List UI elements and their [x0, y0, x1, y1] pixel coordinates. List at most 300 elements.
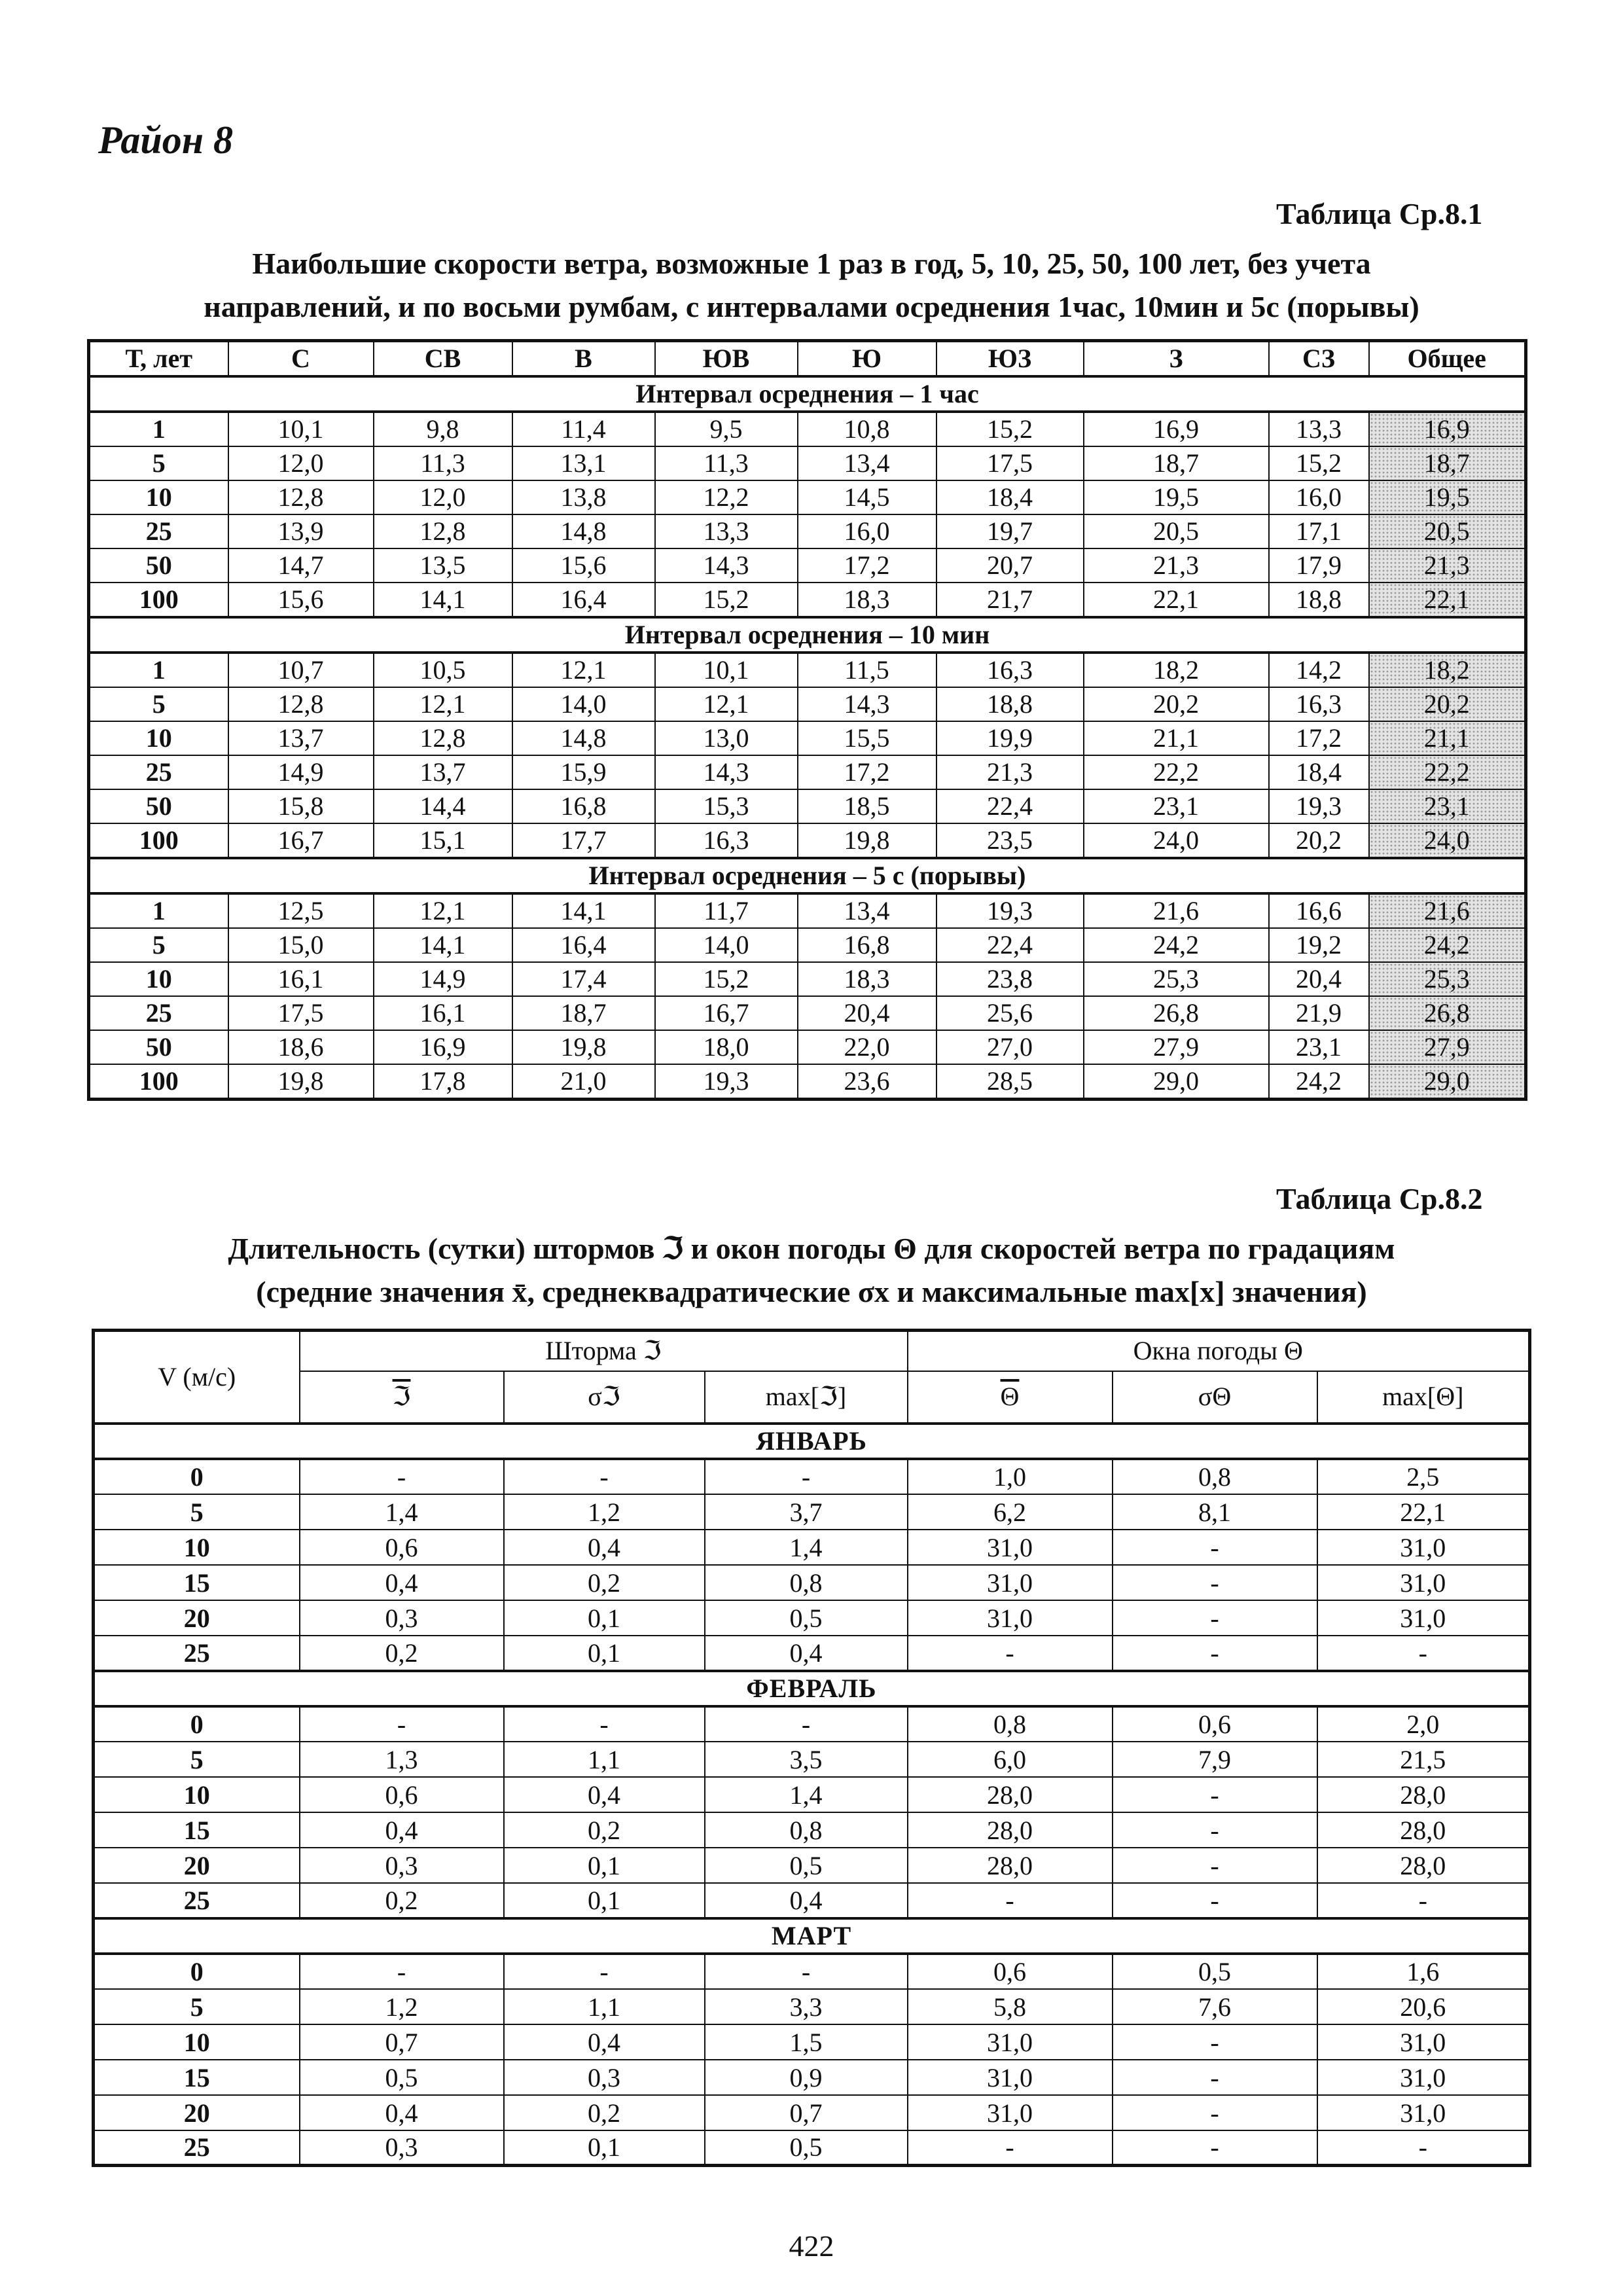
wind-speed-cell: 16,6 — [1269, 893, 1369, 928]
duration-value-cell: 0,4 — [705, 1636, 908, 1671]
wind-speed-cell: 12,1 — [374, 893, 512, 928]
duration-value-cell: 0,6 — [300, 1530, 504, 1565]
duration-value-cell: 6,0 — [908, 1742, 1113, 1777]
wind-speed-cell: 17,5 — [228, 996, 374, 1030]
duration-value-cell: 0,6 — [908, 1954, 1113, 1989]
wind-speed-cell: 25,3 — [1084, 962, 1269, 996]
overall-value-cell: 16,9 — [1369, 412, 1526, 446]
wind-speed-cell: 11,4 — [512, 412, 655, 446]
wind-speed-cell: 17,2 — [1269, 721, 1369, 755]
wind-speed-cell: 14,5 — [798, 480, 936, 514]
return-period-cell: 5 — [89, 928, 228, 962]
duration-value-cell: 1,2 — [300, 1989, 504, 2024]
table-row — [94, 1565, 1530, 1600]
wind-speed-cell: 12,8 — [374, 514, 512, 548]
duration-value-cell: 0,2 — [504, 1812, 705, 1848]
header-storms: Шторма ℑ — [300, 1331, 908, 1371]
return-period-cell: 10 — [89, 721, 228, 755]
duration-value-cell: 1,4 — [300, 1494, 504, 1530]
wind-speed-cell: 19,8 — [798, 823, 936, 858]
return-period-cell: 5 — [89, 687, 228, 721]
table-row — [89, 446, 1526, 480]
wind-speed-cell: 15,6 — [228, 583, 374, 617]
duration-value-cell: - — [1113, 2060, 1317, 2095]
wind-speed-cell: 18,4 — [936, 480, 1084, 514]
overall-value-cell: 25,3 — [1369, 962, 1526, 996]
wind-speed-cell: 20,4 — [1269, 962, 1369, 996]
wind-speed-cell: 23,1 — [1084, 789, 1269, 823]
wind-speed-cell: 17,8 — [374, 1064, 512, 1100]
wind-speed-cell: 20,5 — [1084, 514, 1269, 548]
table2-id: Таблица Ср.8.2 — [1276, 1182, 1483, 1215]
wind-speed-cell: 10,7 — [228, 653, 374, 687]
wind-speed-grade-cell: 20 — [94, 2095, 300, 2130]
wind-speed-cell: 14,2 — [1269, 653, 1369, 687]
duration-value-cell: 21,5 — [1317, 1742, 1530, 1777]
wind-speed-cell: 17,7 — [512, 823, 655, 858]
wind-speed-cell: 18,3 — [798, 962, 936, 996]
table-row — [94, 1812, 1530, 1848]
return-period-cell: 1 — [89, 412, 228, 446]
interval-label: Интервал осреднения – 10 мин — [89, 617, 1526, 653]
duration-value-cell: 1,0 — [908, 1459, 1113, 1494]
duration-value-cell: 2,0 — [1317, 1706, 1530, 1742]
duration-value-cell: 1,4 — [705, 1777, 908, 1812]
duration-value-cell: - — [908, 2130, 1113, 2166]
wind-speed-cell: 22,2 — [1084, 755, 1269, 789]
table-row — [94, 1954, 1530, 1989]
duration-value-cell: 0,5 — [705, 2130, 908, 2166]
duration-value-cell: - — [1317, 2130, 1530, 2166]
wind-speed-cell: 12,1 — [374, 687, 512, 721]
wind-speed-cell: 22,4 — [936, 928, 1084, 962]
return-period-cell: 50 — [89, 548, 228, 583]
duration-value-cell: 28,0 — [1317, 1777, 1530, 1812]
wind-speed-cell: 16,4 — [512, 583, 655, 617]
wind-speed-cell: 18,5 — [798, 789, 936, 823]
duration-value-cell: - — [1113, 1883, 1317, 1918]
header-dir-nw: СЗ — [1269, 341, 1369, 377]
wind-speed-cell: 10,1 — [228, 412, 374, 446]
overall-value-cell: 19,5 — [1369, 480, 1526, 514]
month-row — [94, 1671, 1530, 1706]
duration-value-cell: 0,4 — [300, 1565, 504, 1600]
month-label: ФЕВРАЛЬ — [94, 1671, 1530, 1706]
wind-speed-cell: 23,1 — [1269, 1030, 1369, 1064]
wind-speed-grade-cell: 20 — [94, 1848, 300, 1883]
wind-speed-cell: 19,8 — [228, 1064, 374, 1100]
wind-speed-grade-cell: 15 — [94, 1812, 300, 1848]
wind-speed-cell: 21,0 — [512, 1064, 655, 1100]
wind-speed-grade-cell: 25 — [94, 2130, 300, 2166]
duration-value-cell: 0,1 — [504, 2130, 705, 2166]
table2-header-row-2 — [94, 1371, 1530, 1424]
wind-speed-grade-cell: 0 — [94, 1706, 300, 1742]
wind-speed-cell: 9,8 — [374, 412, 512, 446]
table-row — [89, 755, 1526, 789]
storm-mean-symbol: ℑ — [392, 1382, 411, 1411]
return-period-cell: 1 — [89, 893, 228, 928]
wind-speed-grade-cell: 10 — [94, 2024, 300, 2060]
duration-value-cell: - — [504, 1954, 705, 1989]
duration-value-cell: 0,1 — [504, 1600, 705, 1636]
interval-group-row — [89, 376, 1526, 412]
header-window-sigma: σΘ — [1113, 1371, 1317, 1424]
duration-value-cell: 31,0 — [908, 2095, 1113, 2130]
wind-speed-cell: 24,0 — [1084, 823, 1269, 858]
duration-value-cell: 31,0 — [1317, 1530, 1530, 1565]
return-period-cell: 100 — [89, 823, 228, 858]
wind-speed-cell: 29,0 — [1084, 1064, 1269, 1100]
duration-value-cell: 0,2 — [300, 1636, 504, 1671]
wind-speed-grade-cell: 5 — [94, 1742, 300, 1777]
header-dir-e: В — [512, 341, 655, 377]
duration-value-cell: - — [1113, 1565, 1317, 1600]
wind-speed-cell: 19,2 — [1269, 928, 1369, 962]
wind-speed-cell: 9,5 — [655, 412, 798, 446]
table-row — [89, 928, 1526, 962]
table2-caption-line1: Длительность (сутки) штормов ℑ и окон погоды Θ для скоростей ветра по градациям — [228, 1232, 1395, 1265]
duration-value-cell: 7,9 — [1113, 1742, 1317, 1777]
wind-speed-cell: 14,0 — [512, 687, 655, 721]
wind-speed-cell: 16,3 — [655, 823, 798, 858]
wind-speed-cell: 16,0 — [798, 514, 936, 548]
duration-value-cell: 31,0 — [1317, 2095, 1530, 2130]
duration-value-cell: 31,0 — [908, 1530, 1113, 1565]
duration-value-cell: 31,0 — [1317, 1565, 1530, 1600]
header-dir-sw: ЮЗ — [936, 341, 1084, 377]
duration-value-cell: 0,2 — [300, 1883, 504, 1918]
overall-value-cell: 21,1 — [1369, 721, 1526, 755]
wind-speed-cell: 11,3 — [374, 446, 512, 480]
table-row — [89, 789, 1526, 823]
duration-value-cell: 31,0 — [908, 1565, 1113, 1600]
wind-speed-cell: 16,9 — [1084, 412, 1269, 446]
return-period-cell: 100 — [89, 583, 228, 617]
wind-speed-cell: 17,1 — [1269, 514, 1369, 548]
duration-value-cell: 0,4 — [300, 1812, 504, 1848]
wind-speed-cell: 18,4 — [1269, 755, 1369, 789]
duration-value-cell: 1,4 — [705, 1530, 908, 1565]
duration-value-cell: 6,2 — [908, 1494, 1113, 1530]
duration-value-cell: 20,6 — [1317, 1989, 1530, 2024]
duration-value-cell: 0,3 — [300, 1848, 504, 1883]
wind-speed-grade-cell: 5 — [94, 1494, 300, 1530]
wind-speed-cell: 14,3 — [655, 755, 798, 789]
table2-body — [94, 1424, 1530, 2166]
wind-speed-grade-cell: 0 — [94, 1459, 300, 1494]
duration-value-cell: - — [1113, 1812, 1317, 1848]
wind-speed-cell: 22,0 — [798, 1030, 936, 1064]
interval-group-row — [89, 617, 1526, 653]
duration-value-cell: 3,7 — [705, 1494, 908, 1530]
wind-speed-grade-cell: 5 — [94, 1989, 300, 2024]
wind-speed-cell: 20,2 — [1269, 823, 1369, 858]
wind-speed-cell: 13,5 — [374, 548, 512, 583]
wind-speed-cell: 12,1 — [655, 687, 798, 721]
overall-value-cell: 22,1 — [1369, 583, 1526, 617]
table-row — [94, 1848, 1530, 1883]
table2-caption — [85, 1227, 1538, 1314]
duration-value-cell: 0,3 — [300, 2130, 504, 2166]
wind-speed-cell: 13,3 — [1269, 412, 1369, 446]
month-row — [94, 1424, 1530, 1459]
overall-value-cell: 21,3 — [1369, 548, 1526, 583]
wind-speed-cell: 15,5 — [798, 721, 936, 755]
wind-speed-cell: 12,8 — [228, 480, 374, 514]
wind-speed-cell: 15,9 — [512, 755, 655, 789]
table1-id: Таблица Ср.8.1 — [1276, 197, 1483, 230]
wind-speed-cell: 14,3 — [798, 687, 936, 721]
duration-value-cell: - — [1113, 2024, 1317, 2060]
duration-value-cell: 0,6 — [1113, 1706, 1317, 1742]
wind-speed-cell: 16,3 — [1269, 687, 1369, 721]
table-row — [94, 2024, 1530, 2060]
duration-value-cell: - — [1113, 1777, 1317, 1812]
wind-speed-grade-cell: 15 — [94, 1565, 300, 1600]
duration-value-cell: 1,1 — [504, 1742, 705, 1777]
wind-speed-cell: 19,8 — [512, 1030, 655, 1064]
duration-value-cell: 0,5 — [705, 1600, 908, 1636]
wind-speed-cell: 17,2 — [798, 548, 936, 583]
return-period-cell: 10 — [89, 480, 228, 514]
duration-value-cell: 1,6 — [1317, 1954, 1530, 1989]
return-period-cell: 100 — [89, 1064, 228, 1100]
overall-value-cell: 18,2 — [1369, 653, 1526, 687]
overall-value-cell: 23,1 — [1369, 789, 1526, 823]
duration-value-cell: 0,7 — [300, 2024, 504, 2060]
duration-value-cell: 3,5 — [705, 1742, 908, 1777]
wind-speed-cell: 17,4 — [512, 962, 655, 996]
wind-speed-grade-cell: 10 — [94, 1530, 300, 1565]
page-number: 422 — [789, 2229, 834, 2263]
duration-value-cell: 0,3 — [300, 1600, 504, 1636]
overall-value-cell: 27,9 — [1369, 1030, 1526, 1064]
duration-value-cell: 0,2 — [504, 2095, 705, 2130]
duration-value-cell: 0,4 — [504, 1530, 705, 1565]
duration-value-cell: - — [1317, 1883, 1530, 1918]
duration-value-cell: - — [300, 1706, 504, 1742]
header-dir-w: З — [1084, 341, 1269, 377]
wind-speed-cell: 21,7 — [936, 583, 1084, 617]
header-storm-max: max[ℑ] — [705, 1371, 908, 1424]
wind-speed-cell: 16,7 — [655, 996, 798, 1030]
duration-value-cell: 1,1 — [504, 1989, 705, 2024]
return-period-cell: 50 — [89, 789, 228, 823]
duration-value-cell: - — [705, 1706, 908, 1742]
wind-speed-cell: 14,8 — [512, 514, 655, 548]
wind-speed-cell: 13,7 — [228, 721, 374, 755]
duration-value-cell: 8,1 — [1113, 1494, 1317, 1530]
table1-caption-line1: Наибольшие скорости ветра, возможные 1 раз в год, 5, 10, 25, 50, 100 лет, без учета — [252, 247, 1371, 280]
table-row — [94, 1989, 1530, 2024]
table-row — [94, 1636, 1530, 1671]
table-row — [94, 1459, 1530, 1494]
table1-body — [89, 376, 1526, 1100]
header-dir-s: Ю — [798, 341, 936, 377]
wind-speed-cell: 15,1 — [374, 823, 512, 858]
return-period-cell: 1 — [89, 653, 228, 687]
wind-speed-cell: 16,3 — [936, 653, 1084, 687]
overall-value-cell: 21,6 — [1369, 893, 1526, 928]
wind-speed-cell: 13,3 — [655, 514, 798, 548]
interval-group-row — [89, 858, 1526, 893]
wind-speed-cell: 25,6 — [936, 996, 1084, 1030]
wind-speed-cell: 10,1 — [655, 653, 798, 687]
table1-caption — [85, 242, 1538, 329]
wind-speed-cell: 19,9 — [936, 721, 1084, 755]
wind-speed-grade-cell: 10 — [94, 1777, 300, 1812]
wind-speed-cell: 13,4 — [798, 446, 936, 480]
table-row — [89, 1064, 1526, 1100]
table-row — [94, 2095, 1530, 2130]
duration-value-cell: - — [504, 1706, 705, 1742]
table-row — [89, 514, 1526, 548]
duration-value-cell: 1,2 — [504, 1494, 705, 1530]
wind-speed-grade-cell: 15 — [94, 2060, 300, 2095]
wind-speed-cell: 19,5 — [1084, 480, 1269, 514]
wind-speed-cell: 20,2 — [1084, 687, 1269, 721]
table-row — [89, 412, 1526, 446]
table-row — [89, 548, 1526, 583]
overall-value-cell: 20,5 — [1369, 514, 1526, 548]
duration-value-cell: 31,0 — [908, 1600, 1113, 1636]
wind-speed-cell: 10,8 — [798, 412, 936, 446]
duration-value-cell: - — [1113, 1848, 1317, 1883]
duration-value-cell: 0,8 — [908, 1706, 1113, 1742]
table-row — [94, 1777, 1530, 1812]
duration-value-cell: - — [1113, 1530, 1317, 1565]
overall-value-cell: 18,7 — [1369, 446, 1526, 480]
header-dir-n: С — [228, 341, 374, 377]
duration-value-cell: - — [1113, 2130, 1317, 2166]
duration-value-cell: 0,4 — [504, 2024, 705, 2060]
duration-value-cell: - — [1113, 1636, 1317, 1671]
header-window-mean — [908, 1371, 1113, 1424]
wind-speed-cell: 14,0 — [655, 928, 798, 962]
wind-speed-cell: 15,0 — [228, 928, 374, 962]
wind-speed-cell: 14,3 — [655, 548, 798, 583]
duration-value-cell: - — [705, 1954, 908, 1989]
duration-value-cell: - — [1113, 1600, 1317, 1636]
duration-value-cell: 1,5 — [705, 2024, 908, 2060]
header-window-max: max[Θ] — [1317, 1371, 1530, 1424]
wind-speed-cell: 15,2 — [655, 583, 798, 617]
wind-speed-cell: 21,3 — [936, 755, 1084, 789]
duration-value-cell: 0,3 — [504, 2060, 705, 2095]
interval-label: Интервал осреднения – 1 час — [89, 376, 1526, 412]
wind-speed-cell: 23,8 — [936, 962, 1084, 996]
duration-value-cell: 0,2 — [504, 1565, 705, 1600]
wind-speed-cell: 20,4 — [798, 996, 936, 1030]
month-row — [94, 1918, 1530, 1954]
return-period-cell: 25 — [89, 996, 228, 1030]
duration-value-cell: 0,1 — [504, 1848, 705, 1883]
duration-value-cell: 7,6 — [1113, 1989, 1317, 2024]
wind-speed-cell: 13,4 — [798, 893, 936, 928]
overall-value-cell: 24,2 — [1369, 928, 1526, 962]
wind-speed-cell: 22,1 — [1084, 583, 1269, 617]
duration-value-cell: 0,6 — [300, 1777, 504, 1812]
duration-value-cell: 2,5 — [1317, 1459, 1530, 1494]
duration-value-cell: 28,0 — [1317, 1848, 1530, 1883]
wind-speed-cell: 12,8 — [228, 687, 374, 721]
duration-value-cell: - — [908, 1636, 1113, 1671]
table-row — [89, 962, 1526, 996]
wind-speed-grade-cell: 20 — [94, 1600, 300, 1636]
duration-value-cell: 31,0 — [1317, 2024, 1530, 2060]
wind-speed-cell: 14,1 — [374, 583, 512, 617]
duration-value-cell: 0,5 — [1113, 1954, 1317, 1989]
return-period-cell: 5 — [89, 446, 228, 480]
overall-value-cell: 20,2 — [1369, 687, 1526, 721]
table-row — [89, 583, 1526, 617]
table-row — [94, 1883, 1530, 1918]
header-period: Т, лет — [89, 341, 228, 377]
window-mean-symbol: $\overline{\Theta}$ — [1000, 1382, 1020, 1411]
wind-speed-cell: 27,9 — [1084, 1030, 1269, 1064]
table-row — [89, 823, 1526, 858]
wind-speed-grade-cell: 25 — [94, 1636, 300, 1671]
wind-speed-cell: 13,9 — [228, 514, 374, 548]
wind-speed-cell: 16,4 — [512, 928, 655, 962]
wind-speed-cell: 14,1 — [374, 928, 512, 962]
header-dir-ne: СВ — [374, 341, 512, 377]
wind-speed-cell: 15,2 — [655, 962, 798, 996]
wind-speed-cell: 24,2 — [1269, 1064, 1369, 1100]
wind-speed-cell: 18,3 — [798, 583, 936, 617]
duration-value-cell: - — [1113, 2095, 1317, 2130]
wind-speed-cell: 11,5 — [798, 653, 936, 687]
wind-speed-cell: 26,8 — [1084, 996, 1269, 1030]
table-row — [94, 1600, 1530, 1636]
table-row — [94, 1530, 1530, 1565]
wind-speed-grade-cell: 0 — [94, 1954, 300, 1989]
header-storm-mean — [300, 1371, 504, 1424]
wind-speed-cell: 13,0 — [655, 721, 798, 755]
wind-speed-cell: 20,7 — [936, 548, 1084, 583]
wind-speed-cell: 15,3 — [655, 789, 798, 823]
table-row — [89, 653, 1526, 687]
duration-value-cell: 0,1 — [504, 1636, 705, 1671]
wind-speed-cell: 11,3 — [655, 446, 798, 480]
duration-value-cell: 0,9 — [705, 2060, 908, 2095]
wind-speed-cell: 12,2 — [655, 480, 798, 514]
wind-speed-cell: 14,9 — [228, 755, 374, 789]
wind-speed-cell: 15,2 — [1269, 446, 1369, 480]
wind-speed-cell: 16,8 — [512, 789, 655, 823]
duration-value-cell: 3,3 — [705, 1989, 908, 2024]
wind-speed-cell: 12,8 — [374, 721, 512, 755]
wind-speed-cell: 18,8 — [936, 687, 1084, 721]
duration-value-cell: 0,1 — [504, 1883, 705, 1918]
wind-speed-cell: 19,3 — [655, 1064, 798, 1100]
wind-speed-cell: 18,7 — [1084, 446, 1269, 480]
table2-header-row-1 — [94, 1331, 1530, 1371]
wind-speed-cell: 14,4 — [374, 789, 512, 823]
wind-speed-cell: 15,8 — [228, 789, 374, 823]
return-period-cell: 10 — [89, 962, 228, 996]
return-period-cell: 25 — [89, 514, 228, 548]
wind-speed-cell: 19,3 — [936, 893, 1084, 928]
duration-value-cell: - — [504, 1459, 705, 1494]
duration-value-cell: - — [908, 1883, 1113, 1918]
overall-value-cell: 29,0 — [1369, 1064, 1526, 1100]
duration-value-cell: 28,0 — [908, 1777, 1113, 1812]
duration-value-cell: 0,8 — [705, 1812, 908, 1848]
table2-caption-line2: (средние значения x̄, среднеквадратические σx и максимальные max[x] значения) — [256, 1275, 1367, 1308]
duration-value-cell: - — [705, 1459, 908, 1494]
